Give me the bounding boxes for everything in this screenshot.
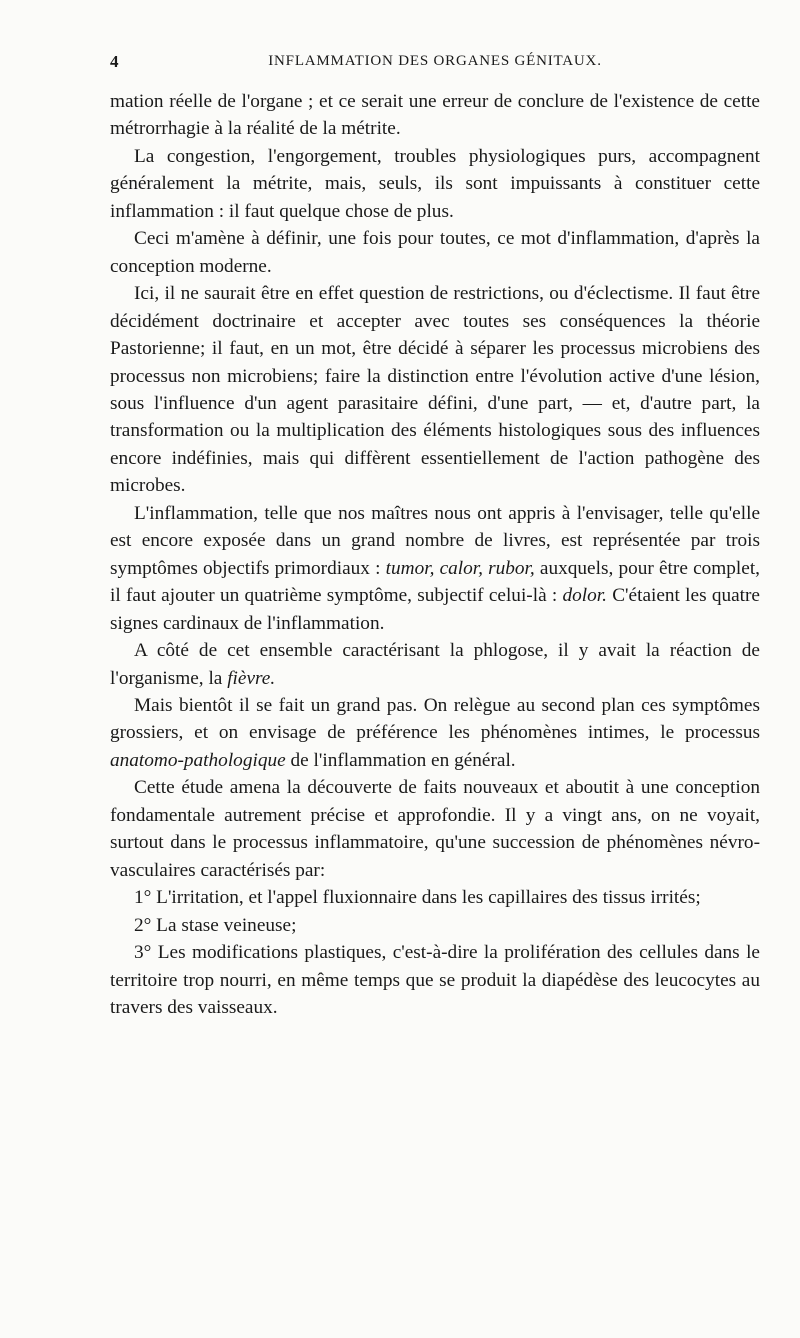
latin-sign-dolor: dolor.: [562, 585, 607, 607]
paragraph-5: [110, 500, 760, 637]
paragraph-4: Ici, il ne saurait être en effet question de restrictions, ou d'éclectisme. Il faut être décidément doctrinaire et accepter avec toutes ses conséquences la théorie Pastorienne; il faut, en un mot, être décidé à séparer les processus microbiens des processus non microbiens; faire la distinction entre l'évolution active d'une lésion, sous l'influence d'un agent parasitaire défini, d'une part, — et, d'autre part, la transformation ou la multiplication des éléments histologiques sous des influences encore indéfinies, mais qui diffèrent essentiellement de l'action pathogène des microbes.: [110, 283, 760, 497]
term-anatomo-pathologique: anatomo-pathologique: [110, 749, 286, 771]
paragraph-1: mation réelle de l'organe ; et ce serait une erreur de conclure de l'existence de cette métrorrhagie à la réalité de la métrite.: [110, 91, 760, 140]
paragraph-2: La congestion, l'engorgement, troubles physiologiques purs, accompagnent généralement la métrite, mais, seuls, ils sont impuissants à constituer cette inflammation : il faut quelque chose de plus.: [110, 145, 760, 222]
running-title: INFLAMMATION DES ORGANES GÉNITAUX.: [268, 53, 602, 69]
paragraph-5-text-b: auxquels, pour être complet, il faut ajouter un quatrième symptôme, subjectif celui-là :: [110, 557, 760, 607]
paragraph-7-text-b: de l'inflammation en général.: [285, 749, 516, 771]
list-item-3: 3° Les modifications plastiques, c'est-à-dire la prolifération des cellules dans le territoire trop nourri, en même temps que se produit la diapédèse des leucocytes au travers des vaisseaux.: [110, 942, 760, 1018]
paragraph-3: Ceci m'amène à définir, une fois pour toutes, ce mot d'inflammation, d'après la conception moderne.: [110, 228, 760, 277]
paragraph-5-text-c: C'étaient les quatre signes cardinaux de l'inflammation.: [110, 585, 760, 634]
latin-signs-1: tumor, calor, rubor,: [385, 557, 535, 579]
paragraph-6-text-a: A côté de cet ensemble caractérisant la phlogose, il y avait la réaction de l'organisme, la: [110, 640, 760, 689]
page-header: [110, 52, 760, 82]
body-text: [110, 88, 760, 1021]
paragraph-6: [110, 637, 760, 692]
list-item-1: 1° L'irritation, et l'appel fluxionnaire dans les capillaires des tissus irrités;: [134, 887, 701, 909]
paragraph-7-text-a: Mais bientôt il se fait un grand pas. On relègue au second plan ces symptômes grossiers, et on envisage de préférence les phénomènes intimes, le processus: [110, 694, 760, 744]
paragraph-7: [110, 692, 760, 774]
paragraph-8: Cette étude amena la découverte de faits nouveaux et aboutit à une conception fondamentale autrement précise et approfondie. Il y a vingt ans, on ne voyait, surtout dans le processus inflammatoire, qu'une succession de phénomènes névro-vasculaires caractérisés par:: [110, 777, 760, 881]
term-fievre: fièvre.: [227, 667, 276, 689]
page-number: 4: [110, 52, 119, 71]
paragraph-5-text-a: L'inflammation, telle que nos maîtres nous ont appris à l'envisager, telle qu'elle est encore exposée dans un grand nombre de livres, est représentée par trois symptômes objectifs primordiaux :: [110, 502, 760, 579]
list-item-2: 2° La stase veineuse;: [134, 914, 297, 936]
